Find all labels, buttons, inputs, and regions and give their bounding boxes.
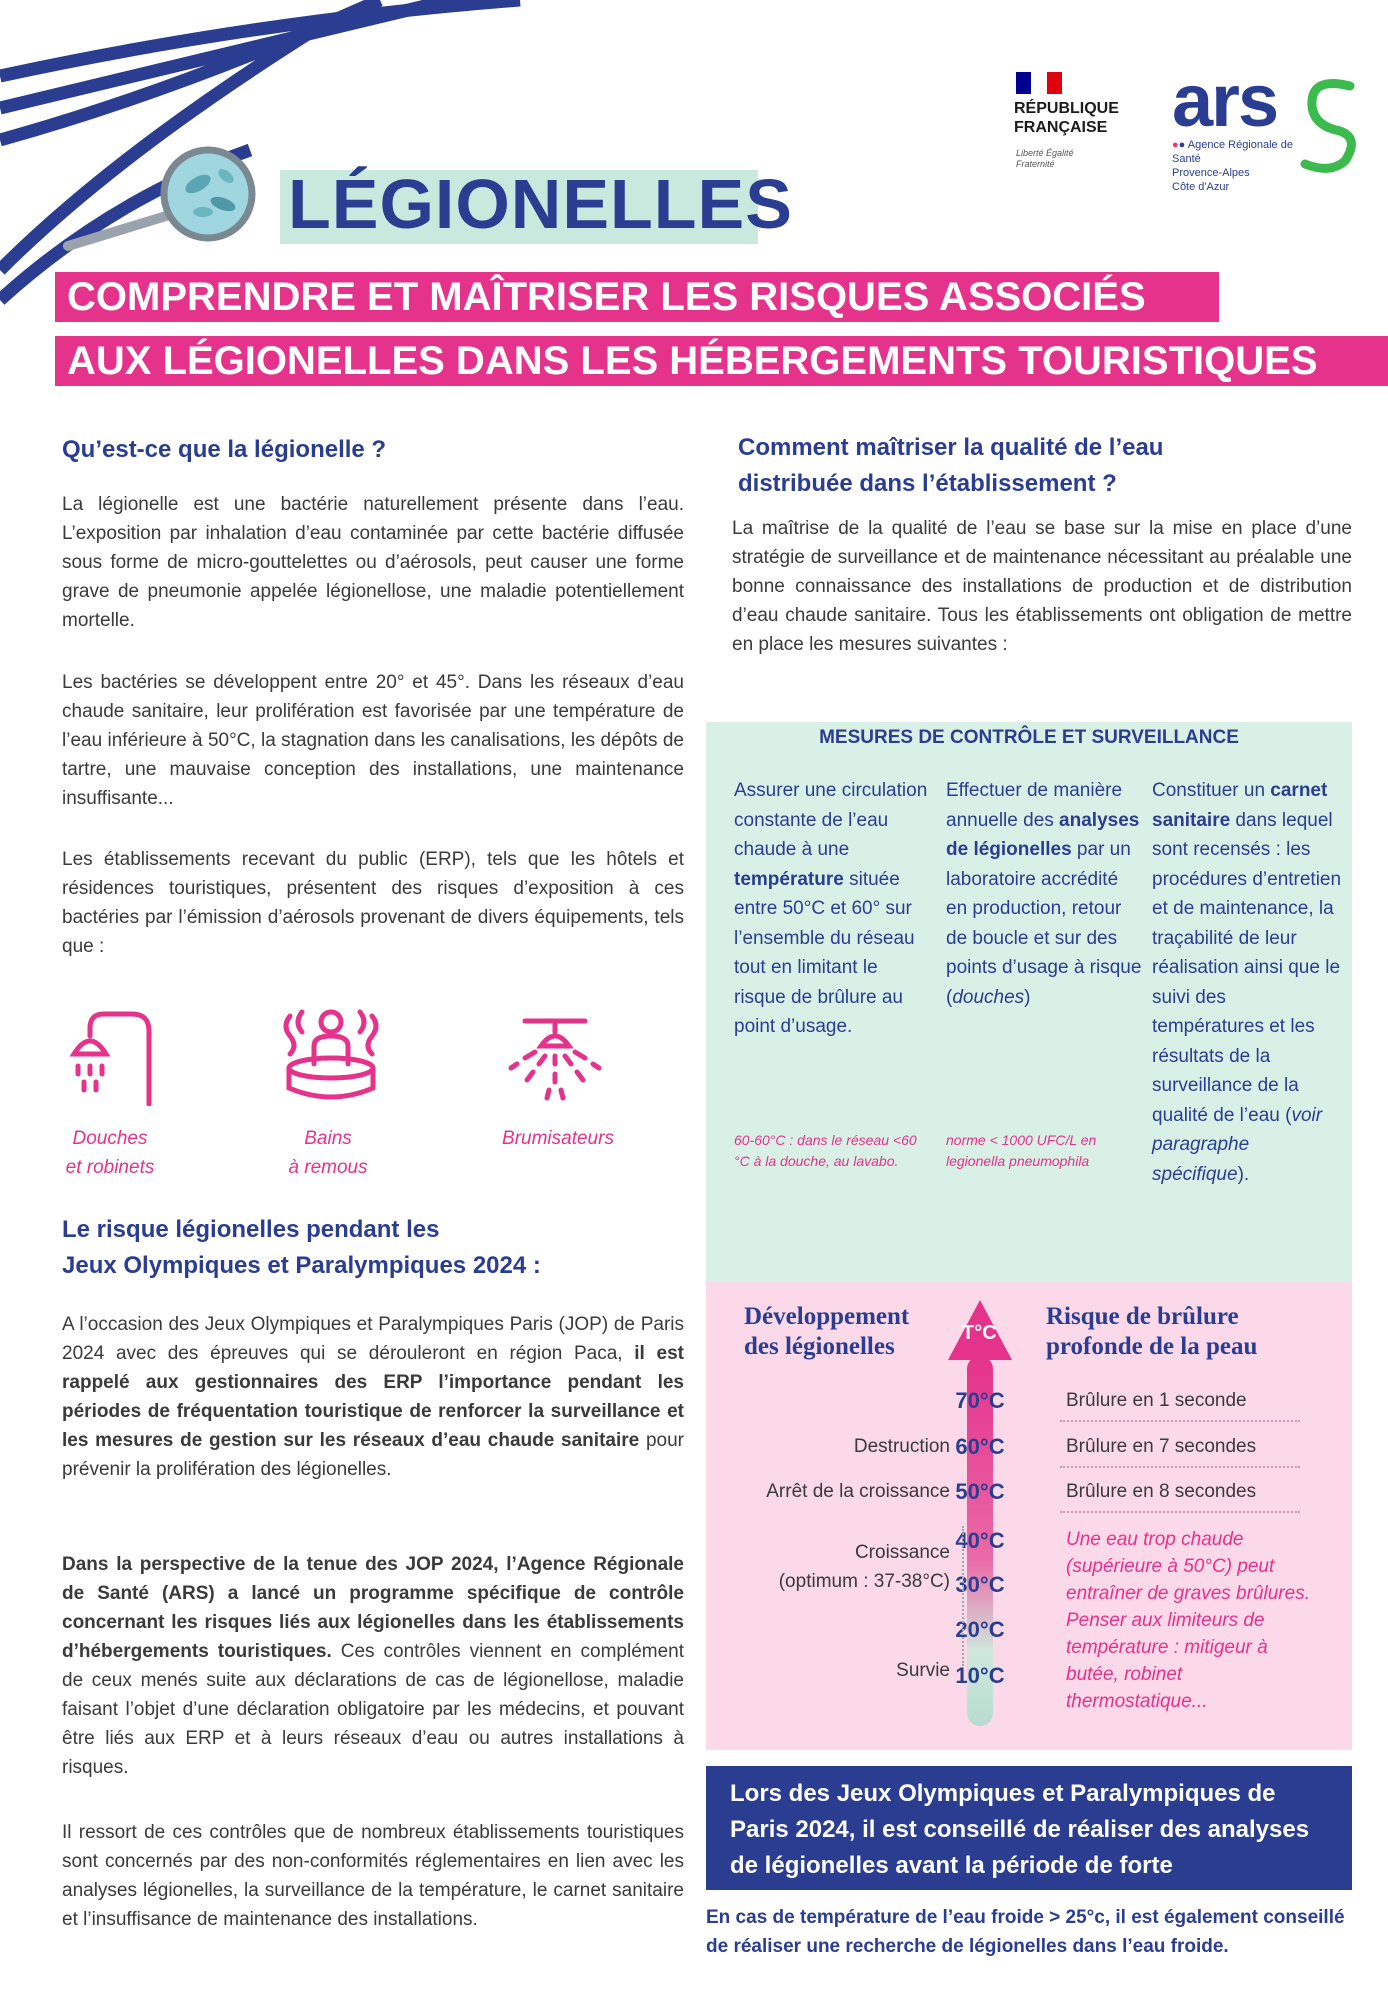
page-title: LÉGIONELLES <box>288 165 793 243</box>
divider-2 <box>1060 1466 1300 1468</box>
divider-3 <box>1060 1511 1300 1513</box>
section-title-what-is: Qu’est-ce que la légionelle ? <box>62 436 387 463</box>
temp-20: 20°C <box>955 1617 1005 1642</box>
magnifier-bacteria-icon <box>58 146 258 256</box>
icon-label-showers: Douches et robinets <box>65 1128 155 1178</box>
divider-1 <box>1060 1420 1300 1422</box>
cold-water-note: En cas de température de l’eau froide > 25°c, il est également conseillé de réaliser une recherche de légionelles dans l’eau froide. <box>706 1907 1345 1957</box>
dev-croissance: Croissance (optimum : 37-38°C) <box>778 1542 950 1592</box>
measure-analyses: Effectuer de manière annuelle des analyses de légionelles par un laboratoire accrédité en production, retour de boucle et sur des points d’usage à risque (douches) <box>946 780 1142 1008</box>
jop-advice-text: Lors des Jeux Olympiques et Paralympiques de Paris 2024, il est conseillé de réaliser des analyses de légionelles avant la période de forte fréquentation. <box>730 1780 1310 1915</box>
temp-50: 50°C <box>955 1479 1005 1504</box>
temp-10: 10°C <box>955 1663 1005 1688</box>
banner-line-2: AUX LÉGIONELLES DANS LES HÉBERGEMENTS TOURISTIQUES <box>55 336 1388 386</box>
measure-carnet-sanitaire: Constituer un carnet sanitaire dans lequel sont recensés : les procédures d’entretien et de maintenance, la traçabilité de leur réalisation ainsi que le suivi des températures et les résultats de la surveillance de la qualité de l’eau (voir paragraphe spécifique). <box>1152 780 1342 1185</box>
icon-label-hot-tubs: Bains à remous <box>288 1128 368 1178</box>
burn-7s: Brûlure en 7 secondes <box>1066 1436 1257 1457</box>
hot-water-warning: Une eau trop chaude (supérieure à 50°C) peut entraîner de graves brûlures. Penser aux limiteurs de température : mitigeur à butée, robinet thermostatique... <box>1066 1529 1310 1712</box>
growth-bracket <box>962 1526 964 1666</box>
burn-8s: Brûlure en 8 secondes <box>1066 1481 1257 1502</box>
temp-70: 70°C <box>955 1388 1005 1413</box>
paragraph-controls-result: Il ressort de ces contrôles que de nombreux établissements touristiques sont concernés par des non-conformités réglementaires en lien avec les analyses légionelles, la surveillance de la température, le carnet sanitaire et l’insuffisance de maintenance des installations. <box>62 1822 684 1930</box>
thermo-left-title: Développement des légionelles <box>744 1303 910 1360</box>
rf-motto: Liberté Égalité Fraternité <box>1016 148 1074 169</box>
marianne-logo-icon <box>1016 72 1062 94</box>
temp-60: 60°C <box>955 1434 1005 1459</box>
hot-tub-icon <box>276 1006 386 1106</box>
dev-arret: Arrêt de la croissance <box>766 1481 950 1502</box>
shower-icon <box>64 1006 164 1106</box>
thermo-right-title: Risque de brûlure profonde de la peau <box>1046 1303 1258 1360</box>
measures-title: MESURES DE CONTRÔLE ET SURVEILLANCE <box>819 727 1239 748</box>
dev-survie: Survie <box>896 1660 950 1681</box>
measure-temperature: Assurer une circulation constante de l’eau chaude à une température située entre 50°C et 60° sur l’ensemble du réseau tout en limitant le risque de brûlure au point d’usage. <box>734 780 928 1037</box>
icon-label-misters: Brumisateurs <box>502 1128 614 1149</box>
temp-30: 30°C <box>955 1572 1005 1597</box>
paragraph-ars-program: Dans la perspective de la tenue des JOP 2024, l’Agence Régionale de Santé (ARS) a lancé un programme spécifique de contrôle concernant les risques liés aux légionelles dans les établissements d’hébergements touristiques. Ces contrôles viennent en complément de ceux menés suite aux déclarations de cas de légionellose, maladie faisant l’objet d’une déclaration obligatoire par les médecins, et pouvant être liés aux ERP et à leurs réseaux d’eau ou autres installations à risques. <box>62 1554 684 1778</box>
ars-logo: ars <box>1172 59 1278 142</box>
burn-1s: Brûlure en 1 seconde <box>1066 1390 1247 1411</box>
paragraph-erp: Les établissements recevant du public (ERP), tels que les hôtels et résidences touristiques, présentent des risques d’exposition à ces bactéries par l’émission d’aérosols provenant de divers équipements, tels que : <box>62 849 684 957</box>
section-title-jop: Le risque légionelles pendant les Jeux Olympiques et Paralympiques 2024 : <box>62 1216 541 1279</box>
rf-logo-text: RÉPUBLIQUE FRANÇAISE <box>1014 100 1119 136</box>
paragraph-development: Les bactéries se développent entre 20° et 45°. Dans les réseaux d’eau chaude sanitaire, leur prolifération est favorisée par une température de l’eau inférieure à 50°C, la stagnation dans les canalisations, les dépôts de tartre, une mauvaise conception des installations, une maintenance insuffisante... <box>62 672 684 809</box>
banner-line-1: COMPRENDRE ET MAÎTRISER LES RISQUES ASSOCIÉS <box>55 272 1219 322</box>
temp-40: 40°C <box>955 1528 1005 1553</box>
paragraph-strategy: La maîtrise de la qualité de l’eau se base sur la mise en place d’une stratégie de surveillance et de maintenance nécessitant au préalable une bonne connaissance des installations de production et de distribution d’eau chaude sanitaire. Tous les établissements ont obligation de mettre en place les mesures suivantes : <box>732 518 1352 655</box>
measure-analyses-note: norme < 1000 UFC/L en legionella pneumophila <box>946 1132 1097 1169</box>
dev-destruction: Destruction <box>853 1436 950 1457</box>
section-title-control: Comment maîtriser la qualité de l’eau distribuée dans l’établissement ? <box>738 434 1164 497</box>
ars-subtitle: ●● Agence Régionale de Santé Provence-Alpes Côte d'Azur <box>1172 139 1293 193</box>
thermometer-unit: T°C <box>962 1322 997 1344</box>
paragraph-jop: A l’occasion des Jeux Olympiques et Paralympiques Paris (JOP) de Paris 2024 avec des épreuves qui se dérouleront en région Paca, il est rappelé aux gestionnaires des ERP l’importance pendant les périodes de fréquentation touristique de renforcer la surveillance et les mesures de gestion sur les réseaux d’eau chaude sanitaire pour prévenir la prolifération des légionelles. <box>62 1314 684 1480</box>
measure-temperature-note: 60-60°C : dans le réseau <60 °C à la douche, au lavabo. <box>734 1132 917 1169</box>
mister-icon <box>505 1016 605 1106</box>
paragraph-definition: La légionelle est une bactérie naturellement présente dans l’eau. L’exposition par inhalation d’eau contaminée par cette bactérie diffusée sous forme de micro-gouttelettes ou d’aérosols, peut causer une forme grave de pneumonie appelée légionellose, une maladie potentiellement mortelle. <box>62 494 684 631</box>
